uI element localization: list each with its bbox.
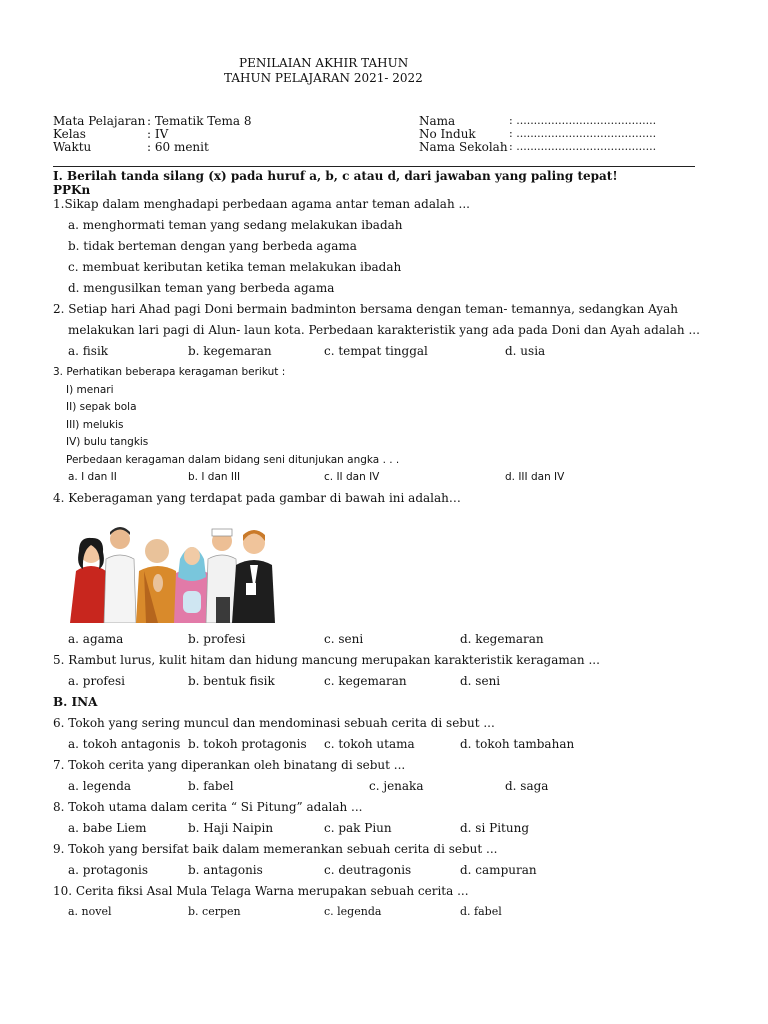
question-2-line-2: melakukan lari pagi di Alun- laun kota. Perbedaan karakteristik yang ada pada Doni dan Ayah adalah ...	[68, 323, 700, 337]
waktu-value: : 60 menit	[147, 140, 209, 154]
question-9: 9. Tokoh yang bersifat baik dalam memerankan sebuah cerita di sebut ...	[53, 842, 498, 856]
kelas-value: : IV	[147, 127, 169, 141]
q2-option-d[interactable]: d. usia	[505, 344, 546, 358]
q6-option-a[interactable]: a. tokoh antagonis	[68, 737, 181, 751]
q10-option-a[interactable]: a. novel	[68, 905, 112, 918]
induk-label: No Induk	[419, 127, 476, 141]
mapel-value: : Tematik Tema 8	[147, 114, 252, 128]
q1-option-b[interactable]: b. tidak berteman dengan yang berbeda agama	[68, 239, 357, 253]
q8-option-b[interactable]: b. Haji Naipin	[188, 821, 274, 835]
q9-option-a[interactable]: a. protagonis	[68, 863, 149, 877]
nama-label: Nama	[419, 114, 456, 128]
q10-option-b[interactable]: b. cerpen	[188, 905, 241, 918]
q2-option-b[interactable]: b. kegemaran	[188, 344, 272, 358]
q7-option-b[interactable]: b. fabel	[188, 779, 234, 793]
mapel-label: Mata Pelajaran	[53, 114, 146, 128]
q2-option-c[interactable]: c. tempat tinggal	[324, 344, 428, 358]
q3-item-1: I) menari	[66, 384, 114, 396]
q4-option-c[interactable]: c. seni	[324, 632, 364, 646]
q8-option-c[interactable]: c. pak Piun	[324, 821, 392, 835]
q3-item-3: III) melukis	[66, 419, 124, 431]
q3-option-a[interactable]: a. I dan II	[68, 471, 117, 483]
question-2-line-1: 2. Setiap hari Ahad pagi Doni bermain badminton bersama dengan teman- temannya, sedangkan Ayah	[53, 302, 679, 316]
kelas-label: Kelas	[53, 127, 86, 141]
nama-field[interactable]: : ........................................	[509, 114, 657, 127]
q6-option-b[interactable]: b. tokoh protagonis	[188, 737, 307, 751]
q5-option-c[interactable]: c. kegemaran	[324, 674, 407, 688]
q3-stem: Perbedaan keragaman dalam bidang seni ditunjukan angka . . .	[66, 454, 400, 466]
section-instruction: I. Berilah tanda silang (x) pada huruf a, b, c atau d, dari jawaban yang paling tepat!	[53, 169, 618, 183]
q7-option-d[interactable]: d. saga	[505, 779, 549, 793]
q1-option-c[interactable]: c. membuat keributan ketika teman melakukan ibadah	[68, 260, 402, 274]
section-subject-ina: B. INA	[53, 695, 98, 709]
question-3: 3. Perhatikan beberapa keragaman berikut :	[53, 366, 286, 378]
q1-option-a[interactable]: a. menghormati teman yang sedang melakukan ibadah	[68, 218, 403, 232]
q2-option-a[interactable]: a. fisik	[68, 344, 109, 358]
q3-option-d[interactable]: d. III dan IV	[505, 471, 565, 483]
q9-option-b[interactable]: b. antagonis	[188, 863, 263, 877]
q8-option-a[interactable]: a. babe Liem	[68, 821, 147, 835]
q6-option-c[interactable]: c. tokoh utama	[324, 737, 415, 751]
q8-option-d[interactable]: d. si Pitung	[460, 821, 529, 835]
sekolah-field[interactable]: : ........................................	[509, 140, 657, 153]
q5-option-d[interactable]: d. seni	[460, 674, 501, 688]
q4-option-d[interactable]: d. kegemaran	[460, 632, 544, 646]
q5-option-b[interactable]: b. bentuk fisik	[188, 674, 275, 688]
question-4: 4. Keberagaman yang terdapat pada gambar di bawah ini adalah…	[53, 491, 461, 505]
question-5: 5. Rambut lurus, kulit hitam dan hidung mancung merupakan karakteristik keragaman ...	[53, 653, 600, 667]
q9-option-d[interactable]: d. campuran	[460, 863, 537, 877]
q5-option-a[interactable]: a. profesi	[68, 674, 125, 688]
q1-option-d[interactable]: d. mengusilkan teman yang berbeda agama	[68, 281, 335, 295]
question-8: 8. Tokoh utama dalam cerita “ Si Pitung” adalah ...	[53, 800, 363, 814]
header-divider	[53, 166, 695, 167]
q3-option-c[interactable]: c. II dan IV	[324, 471, 380, 483]
q9-option-c[interactable]: c. deutragonis	[324, 863, 412, 877]
q3-option-b[interactable]: b. I dan III	[188, 471, 241, 483]
q7-option-a[interactable]: a. legenda	[68, 779, 132, 793]
q7-option-c[interactable]: c. jenaka	[369, 779, 424, 793]
diversity-people-illustration	[66, 521, 276, 623]
question-1: 1.Sikap dalam menghadapi perbedaan agama antar teman adalah ...	[53, 197, 470, 211]
title-line-2: TAHUN PELAJARAN 2021- 2022	[224, 71, 423, 85]
q4-option-b[interactable]: b. profesi	[188, 632, 246, 646]
question-7: 7. Tokoh cerita yang diperankan oleh binatang di sebut ...	[53, 758, 406, 772]
q4-option-a[interactable]: a. agama	[68, 632, 124, 646]
q10-option-c[interactable]: c. legenda	[324, 905, 382, 918]
sekolah-label: Nama Sekolah	[419, 140, 508, 154]
question-6: 6. Tokoh yang sering muncul dan mendominasi sebuah cerita di sebut ...	[53, 716, 495, 730]
induk-field[interactable]: : ........................................	[509, 127, 657, 140]
q6-option-d[interactable]: d. tokoh tambahan	[460, 737, 575, 751]
waktu-label: Waktu	[53, 140, 92, 154]
question-10: 10. Cerita fiksi Asal Mula Telaga Warna merupakan sebuah cerita ...	[53, 884, 469, 898]
title-line-1: PENILAIAN AKHIR TAHUN	[239, 56, 409, 70]
q10-option-d[interactable]: d. fabel	[460, 905, 502, 918]
section-subject-ppkn: PPKn	[53, 183, 91, 197]
q3-item-4: IV) bulu tangkis	[66, 436, 149, 448]
q3-item-2: II) sepak bola	[66, 401, 137, 413]
